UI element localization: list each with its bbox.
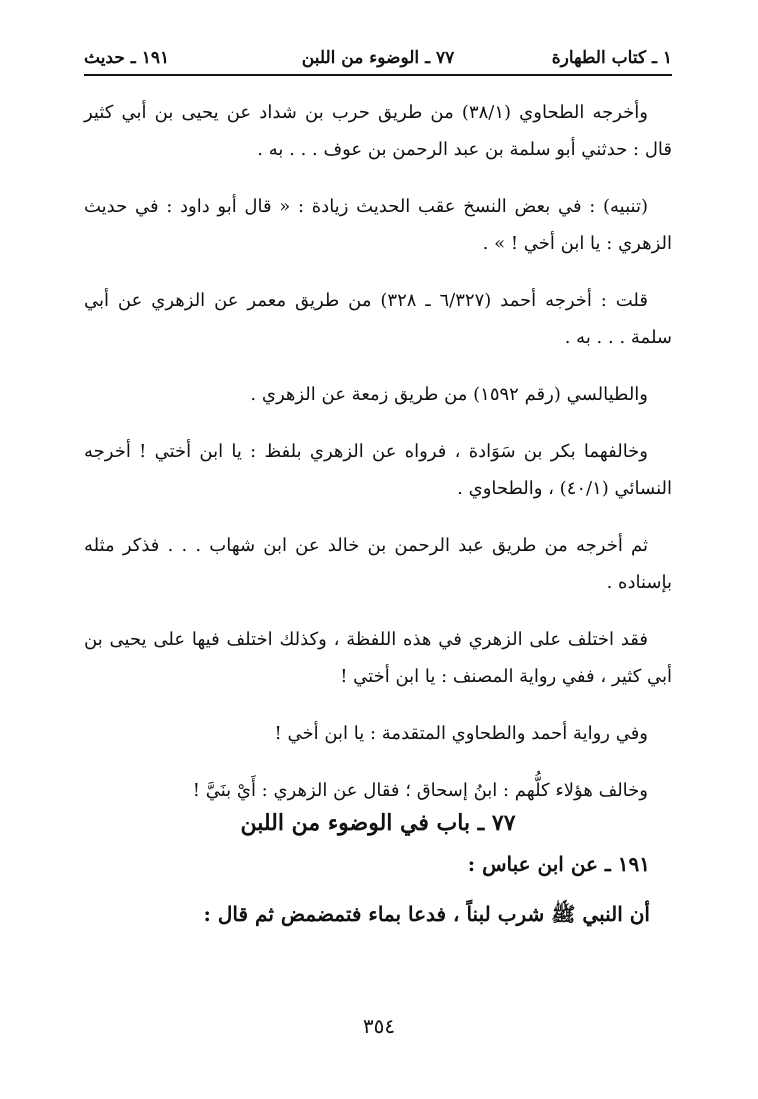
hadith-text: أن النبي ﷺ شرب لبناً ، فدعا بماء فتمضمض ثم قال : [203,902,650,926]
paragraph: وأخرجه الطحاوي (٣٨/١) من طريق حرب بن شداد عن يحيى بن أبي كثير قال : حدثني أبو سلمة بن عبد الرحمن بن عوف . . . به . [84,102,672,160]
header-chapter-title: ٧٧ ـ الوضوء من اللبن [301,48,455,68]
paragraph: وخالفهما بكر بن سَوَادة ، فرواه عن الزهري بلفظ : يا ابن أختي ! أخرجه النسائي (٤٠/١) ، والطحاوي . [84,441,672,499]
chapter-title: ٧٧ ـ باب في الوضوء من اللبن [240,810,516,836]
paragraph: والطيالسي (رقم ١٥٩٢) من طريق زمعة عن الزهري . [250,384,648,405]
paragraph: وفي رواية أحمد والطحاوي المتقدمة : يا ابن أخي ! [274,723,648,744]
page-number: ٣٥٤ [362,1014,396,1038]
hadith-number-line: ١٩١ ـ عن ابن عباس : [467,852,650,876]
paragraph: ثم أخرجه من طريق عبد الرحمن بن خالد عن ابن شهاب . . . فذكر مثله بإسناده . [84,535,672,593]
paragraph: (تنبيه) : في بعض النسخ عقب الحديث زيادة : « قال أبو داود : في حديث الزهري : يا ابن أخي ! » . [84,196,672,254]
header-hadith-label: ١٩١ ـ حديث [84,48,170,68]
commentary-text [84,94,672,829]
header-book-title: ١ ـ كتاب الطهارة [551,48,672,68]
paragraph: وخالف هؤلاء كلُّهم : ابنُ إسحاق ؛ فقال عن الزهري : أَيْ بنَيَّ ! [192,780,648,801]
paragraph: قلت : أخرجه أحمد (٦/٣٢٧ ـ ٣٢٨) من طريق معمر عن الزهري عن أبي سلمة . . . به . [84,290,672,348]
running-header [84,44,672,76]
paragraph: فقد اختلف على الزهري في هذه اللفظة ، وكذلك اختلف فيها على يحيى بن أبي كثير ، ففي رواية المصنف : يا ابن أختي ! [84,629,672,687]
